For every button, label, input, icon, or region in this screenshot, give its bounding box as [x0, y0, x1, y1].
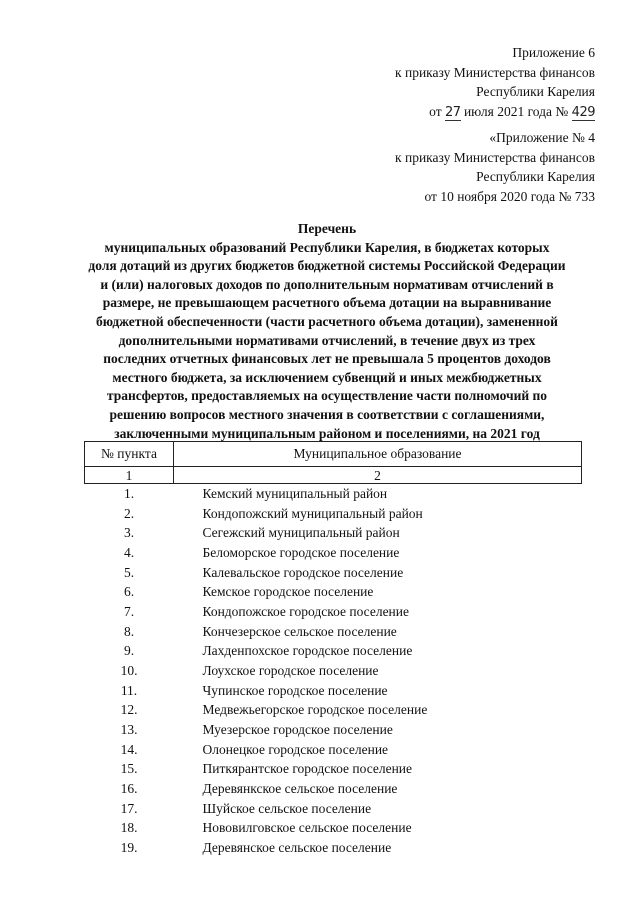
- row-municipality: Питкярантское городское поселение: [202, 761, 413, 777]
- table-row: [85, 543, 582, 563]
- row-number: 3.: [123, 525, 135, 541]
- row-number: 19.: [120, 839, 138, 855]
- row-number: 4.: [123, 544, 135, 560]
- table-row: [85, 681, 582, 701]
- row-municipality: Олонецкое городское поселение: [202, 741, 389, 757]
- table-row: [85, 759, 582, 779]
- row-municipality: Муезерское городское поселение: [202, 721, 393, 737]
- table-row: [85, 504, 582, 524]
- row-municipality: Чупинское городское поселение: [202, 682, 388, 698]
- title-line: муниципальных образований Республики Карелия, в бюджетах которых: [104, 239, 550, 255]
- row-municipality: Сегежский муниципальный район: [202, 525, 400, 541]
- title-line: заключенными муниципальным районом и поселениями, на 2021 год: [114, 425, 540, 441]
- row-number: 9.: [123, 643, 135, 659]
- column-number-1: 1: [85, 467, 174, 484]
- header-municipality: Муниципальное образование: [174, 442, 582, 467]
- appendix-6-republic: Республики Карелия: [476, 84, 595, 99]
- appendix-6-order: к приказу Министерства финансов: [395, 64, 595, 80]
- table-row: [85, 622, 582, 642]
- row-municipality: Кончезерское сельское поселение: [202, 623, 397, 639]
- table-row: [85, 563, 582, 583]
- title-line: последних отчетных финансовых лет не превышала 5 процентов доходов: [103, 351, 551, 367]
- title-line: бюджетной обеспеченности (части расчетного объема дотации), замененной: [96, 313, 558, 329]
- row-municipality: Калевальское городское поселение: [202, 564, 404, 580]
- header-item-number: № пункта: [85, 442, 174, 467]
- row-number: 11.: [120, 682, 138, 698]
- table-column-numbers-row: [85, 467, 582, 484]
- table-body: [85, 484, 582, 858]
- title-line: дополнительными нормативами отчислений, в течение двух из трех: [118, 332, 536, 348]
- document-title: [74, 220, 580, 443]
- row-municipality: Кемское городское поселение: [202, 584, 374, 600]
- row-number: 17.: [120, 800, 138, 816]
- row-number: 14.: [120, 741, 138, 757]
- table-header-row: [85, 442, 582, 467]
- handwritten-number: 429: [571, 104, 595, 120]
- title-line: трансфертов, предоставляемых на осуществление части полномочий по: [106, 388, 548, 404]
- appendix-6-header: [395, 43, 595, 122]
- handwritten-day: 27: [445, 104, 461, 120]
- row-municipality: Лоухское городское поселение: [202, 662, 379, 678]
- row-number: 1.: [123, 486, 135, 501]
- date-prefix: от: [429, 103, 442, 119]
- table-row: [85, 740, 582, 760]
- table-row: [85, 484, 582, 504]
- appendix-4-date: от 10 ноября 2020 года № 733: [424, 188, 595, 204]
- row-municipality: Медвежьегорское городское поселение: [202, 702, 428, 718]
- row-number: 5.: [123, 564, 135, 580]
- row-number: 8.: [123, 623, 135, 639]
- table-row: [85, 641, 582, 661]
- row-number: 7.: [123, 603, 135, 619]
- row-municipality: Деревянкское сельское поселение: [202, 780, 398, 796]
- row-municipality: Деревянское сельское поселение: [202, 839, 392, 855]
- appendix-4-title: «Приложение № 4: [489, 130, 595, 145]
- row-number: 16.: [120, 780, 138, 796]
- row-municipality: Кемский муниципальный район: [202, 486, 388, 501]
- row-number: 12.: [120, 702, 138, 718]
- table-row: [85, 700, 582, 720]
- title-line: доля дотаций из других бюджетов бюджетной системы Российской Федерации: [88, 258, 566, 274]
- row-number: 13.: [120, 721, 138, 737]
- table-row: [85, 661, 582, 681]
- row-number: 15.: [120, 761, 138, 777]
- title-line: размере, не превышающем расчетного объема дотации на выравнивание: [102, 295, 552, 311]
- row-number: 18.: [120, 820, 138, 836]
- municipalities-table: [84, 441, 582, 857]
- table-row: [85, 602, 582, 622]
- row-municipality: Нововилговское сельское поселение: [202, 820, 412, 836]
- row-municipality: Кондопожский муниципальный район: [202, 505, 423, 521]
- row-municipality: Шуйское сельское поселение: [202, 800, 372, 816]
- date-rest: июля 2021 года №: [463, 103, 569, 119]
- row-number: 2.: [123, 505, 135, 521]
- row-number: 10.: [120, 662, 138, 678]
- table-row: [85, 523, 582, 543]
- title-line: решению вопросов местного значения в соответствии с соглашениями,: [109, 406, 545, 422]
- appendix-6-date-line: [395, 102, 595, 123]
- column-number-2: 2: [174, 467, 582, 484]
- table-row: [85, 779, 582, 799]
- title-heading: Перечень: [297, 221, 357, 236]
- table-row: [85, 838, 582, 858]
- row-number: 6.: [123, 584, 135, 600]
- row-municipality: Беломорское городское поселение: [202, 544, 400, 560]
- appendix-6-title: Приложение 6: [512, 45, 595, 60]
- appendix-4-order: к приказу Министерства финансов: [395, 149, 595, 165]
- row-municipality: Лахденпохское городское поселение: [202, 643, 413, 659]
- row-municipality: Кондопожское городское поселение: [202, 603, 410, 619]
- table-row: [85, 818, 582, 838]
- table-row: [85, 799, 582, 819]
- table-row: [85, 720, 582, 740]
- title-line: и (или) налоговых доходов по дополнительным нормативам отчислений в: [100, 276, 554, 292]
- appendix-4-header: [395, 128, 595, 206]
- appendix-4-republic: Республики Карелия: [476, 169, 595, 184]
- title-line: местного бюджета, за исключением субвенций и иных межбюджетных: [112, 369, 542, 385]
- table-row: [85, 582, 582, 602]
